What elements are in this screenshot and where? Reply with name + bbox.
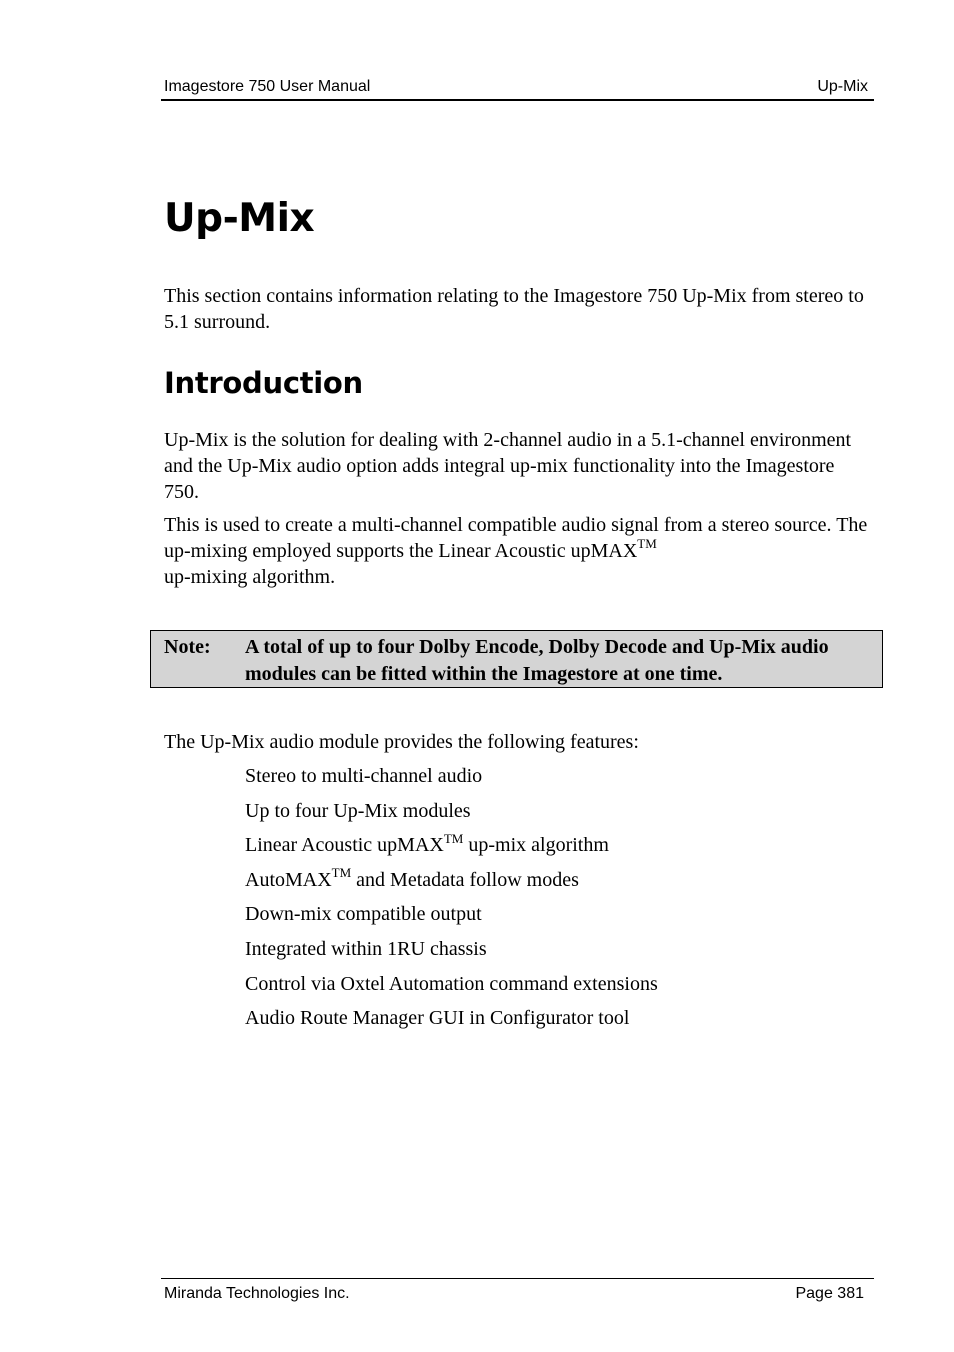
introduction-paragraph-2 — [164, 512, 874, 590]
trademark-mark: TM — [331, 865, 352, 881]
paragraph-2-text: This is used to create a multi-channel compatible audio signal from a stereo source. The up-mixing employed supports the Linear Acoustic upMAX — [164, 514, 868, 562]
feature-item — [245, 901, 658, 936]
introduction-paragraph-1: Up-Mix is the solution for dealing with 2-channel audio in a 5.1-channel environment and the Up-Mix audio option adds integral up-mix functionality into the Imagestore 750. — [164, 429, 852, 503]
section-heading: Introduction — [164, 366, 363, 400]
feature-text: Integrated within 1RU chassis — [245, 937, 487, 960]
feature-text: Audio Route Manager GUI in Configurator tool — [245, 1007, 630, 1030]
trademark-mark: TM — [637, 536, 657, 552]
intro-paragraph: This section contains information relating to the Imagestore 750 Up-Mix from stereo to 5.1 surround. — [164, 285, 864, 333]
feature-item — [245, 936, 658, 971]
feature-item — [245, 971, 658, 1006]
page-footer — [161, 1278, 874, 1309]
header-section-name: Up-Mix — [817, 78, 868, 95]
feature-text: Stereo to multi-channel audio — [245, 765, 483, 787]
feature-item — [245, 832, 658, 867]
feature-text: AutoMAX — [245, 868, 332, 891]
feature-text: Down-mix compatible output — [245, 903, 482, 926]
page-title: Up-Mix — [164, 196, 315, 241]
note-text: A total of up to four Dolby Encode, Dolby Decode and Up-Mix audio modules can be fitted within the Imagestore at one time. — [245, 636, 829, 685]
paragraph-2-end: up-mixing algorithm. — [164, 566, 336, 588]
feature-item — [245, 1005, 658, 1040]
feature-text: Linear Acoustic upMAX — [245, 834, 444, 857]
feature-text: Up to four Up-Mix modules — [245, 799, 471, 822]
features-intro: The Up-Mix audio module provides the following features: — [164, 731, 639, 753]
trademark-mark: TM — [443, 830, 464, 846]
note-label: Note: — [164, 636, 211, 658]
footer-company: Miranda Technologies Inc. — [164, 1285, 350, 1302]
feature-text-suffix: up-mix algorithm — [463, 834, 609, 857]
header-manual-title: Imagestore 750 User Manual — [164, 78, 371, 95]
feature-item — [245, 763, 658, 798]
feature-text: Control via Oxtel Automation command extensions — [245, 972, 658, 995]
note-box — [150, 630, 883, 688]
feature-text-suffix: and Metadata follow modes — [351, 868, 579, 891]
page-header — [161, 77, 874, 101]
feature-item — [245, 798, 658, 833]
features-list — [245, 763, 658, 1040]
feature-item — [245, 867, 658, 902]
page-number: Page 381 — [795, 1285, 864, 1302]
